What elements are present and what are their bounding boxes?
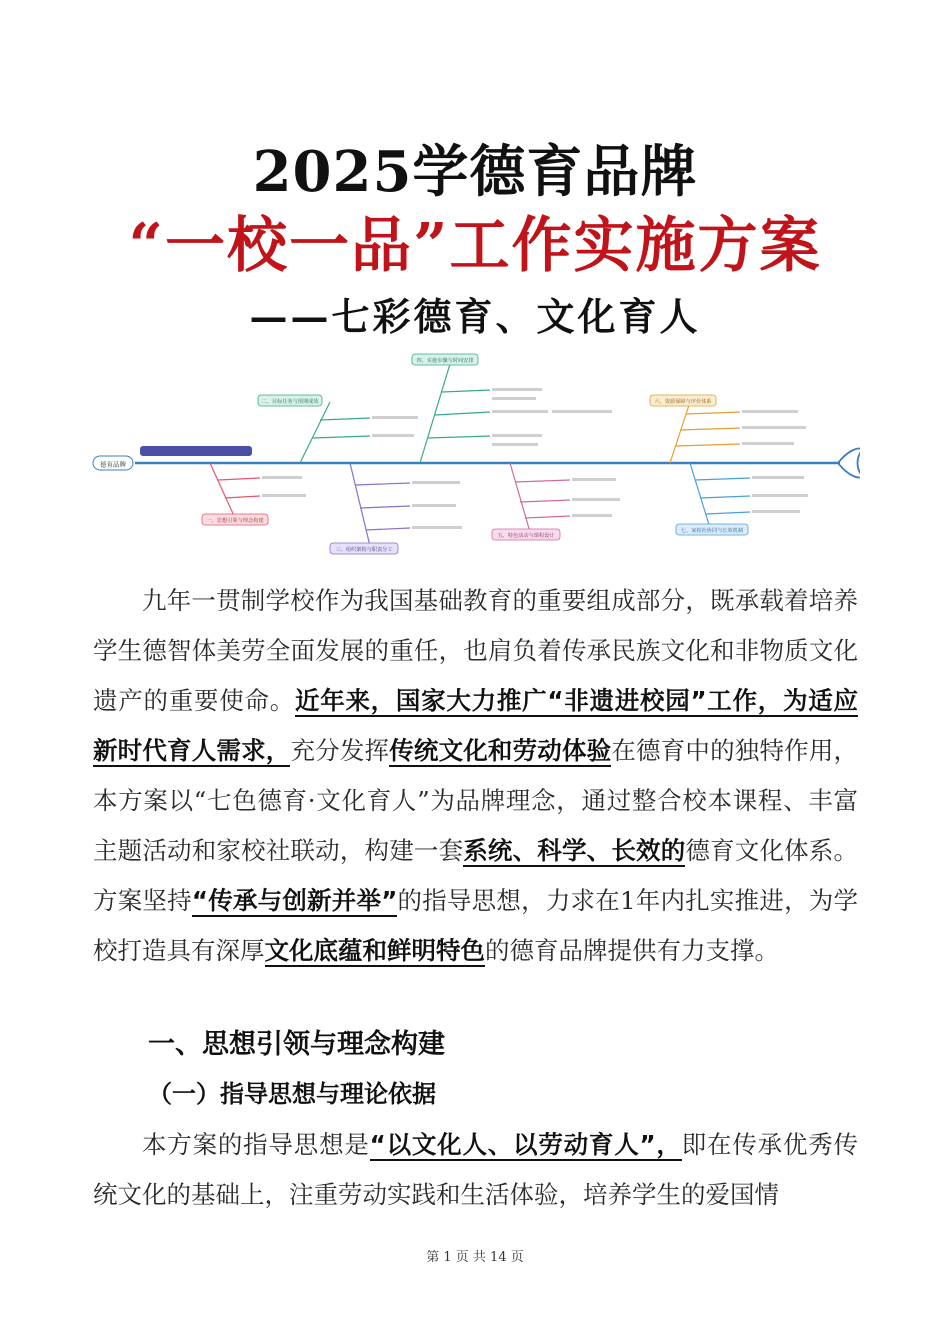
mindmap-branch-6 [670,402,740,463]
intro-text-1: 九年一贯制学校作为我国基础教育的重要组成部分，既承载着培养学生德智体美劳全面发展的重任，也肩负着传承民族文化和非物质文化遗产的重要使命。 [93,586,858,715]
document-title: 2025学德育品牌 [252,139,698,205]
mindmap-branch-5-label: 五、特色活动与课程设计 [497,533,555,539]
intro-text-6: 的德育品牌提供有力支撑。 [485,936,779,965]
intro-emphasis-5: 文化底蕴和鲜明特色 [264,936,485,965]
mindmap-branch-1-label: 一、思想引领与理念构建 [206,518,264,524]
intro-emphasis-1: 近年来，国家大力推广“非遗进校园”工作，为适应新时代育人需求， [93,686,859,765]
mindmap-branch-3 [350,463,410,546]
intro-emphasis-3: 系统、科学、长效的 [463,836,686,865]
subsection-heading: （一）指导思想与理论依据 [148,1080,436,1108]
mindmap-head-bar [140,446,252,456]
intro-emphasis-2: 传统文化和劳动体验 [389,736,612,765]
intro-text-2: 充分发挥 [290,736,390,765]
mindmap-root-label: 德育品牌 [100,460,126,469]
mindmap-leaf-lines [262,388,808,529]
mindmap-branch-6-label: 六、资源保障与评价体系 [654,399,712,405]
mindmap-branch-4 [420,364,490,463]
section-emphasis-1: “以文化人、以劳动育人”， [369,1130,682,1159]
mindmap-branch-2-label: 二、目标任务与预期成效 [261,399,319,405]
section-text-1: 本方案的指导思想是 [142,1130,370,1159]
mindmap-tail [838,449,860,478]
mindmap-branch-1 [210,463,260,518]
section-text-2: 即在传承优秀传统文化的基础上，注重劳动实践和生活体验，培养学生的爱国情 [93,1130,859,1209]
mindmap-branch-5 [510,463,570,532]
mindmap-diagram [90,350,860,560]
intro-text-4: 德育文化体系。方案坚持 [93,836,859,915]
mindmap-branch-3-label: 三、组织架构与职责分工 [335,547,393,553]
intro-emphasis-4: “传承与创新并举” [191,886,398,915]
mindmap-branch-7 [690,463,750,528]
page-footer: 第 1 页 共 14 页 [426,1250,524,1265]
mindmap-branch-4-label: 四、实施步骤与时间安排 [416,358,474,364]
intro-text-5: 的指导思想，力求在1年内扎实推进，为学校打造具有深厚 [93,886,858,965]
mindmap-branch-7-label: 七、家校社协同与长效机制 [680,528,744,534]
document-title-red: “一校一品”工作实施方案 [128,211,822,281]
mindmap-branch-2 [300,402,370,463]
section-heading: 一、思想引领与理念构建 [148,1029,445,1060]
document-subtitle: ——七彩德育、文化育人 [249,294,701,339]
section-paragraph [93,1120,858,1220]
intro-text-3: 在德育中的独特作用，本方案以“七色德育·文化育人”为品牌理念，通过整合校本课程、丰富主题活动和家校社联动，构建一套 [93,736,859,865]
intro-paragraph [93,576,858,976]
